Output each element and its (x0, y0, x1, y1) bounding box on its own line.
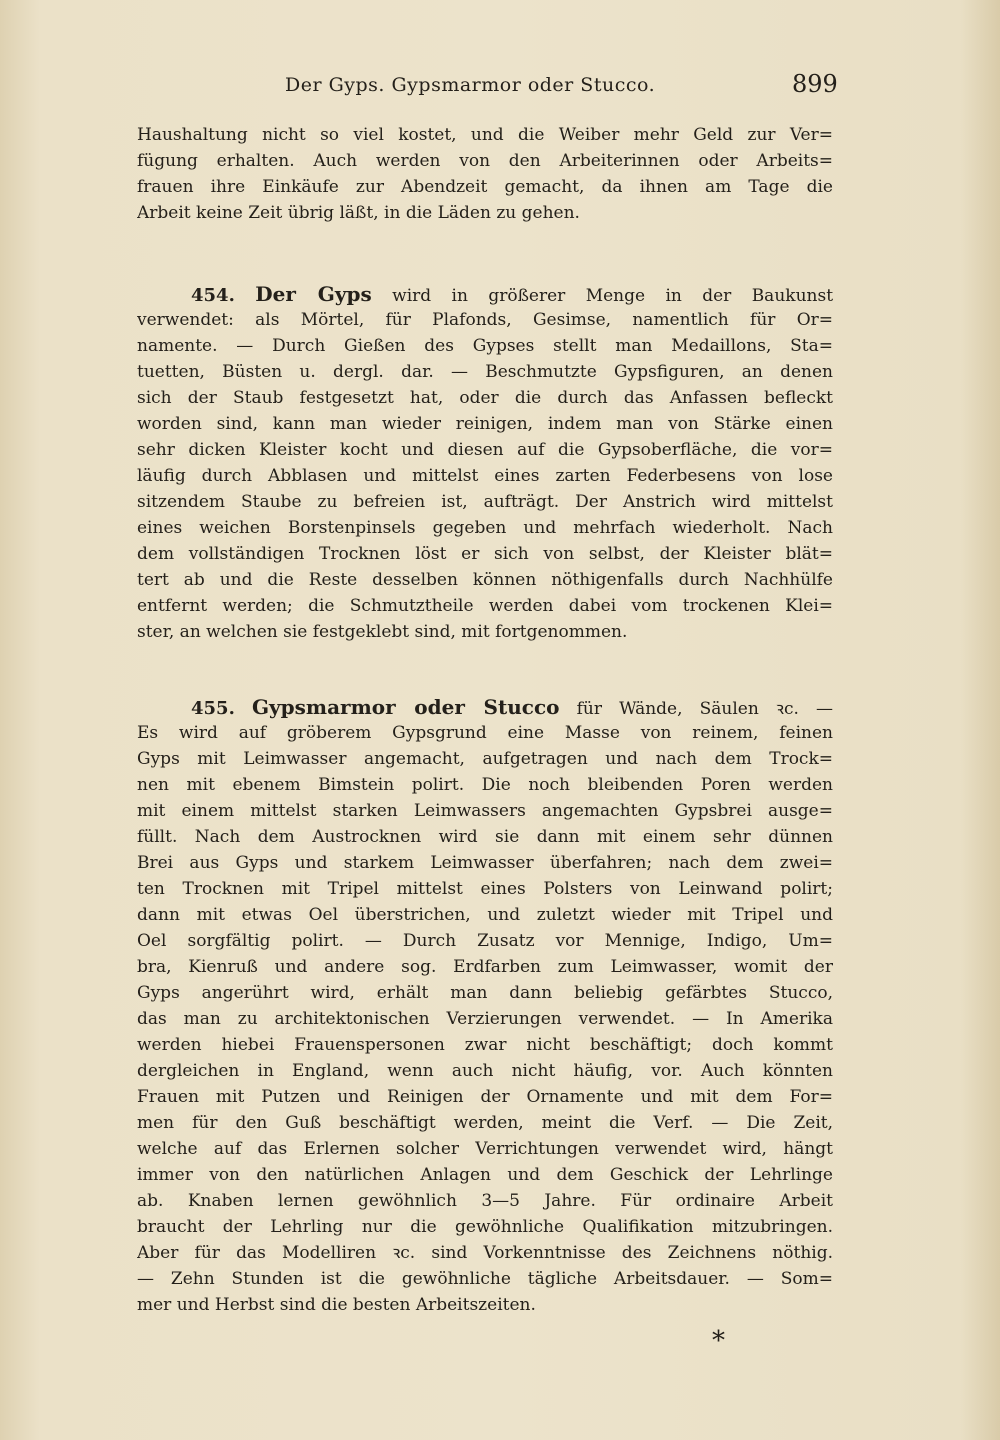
text-line: ab. Knaben lernen gewöhnlich 3—5 Jahre. Für ordinaire Arbeit (137, 1191, 833, 1211)
text-line: dem vollständigen Trocknen löst er sich von selbst, der Kleister blät= (137, 544, 833, 564)
text-fragment: für Wände, Säulen ꝛc. — (576, 699, 833, 719)
text-line: läufig durch Abblasen und mittelst eines zarten Federbesens von lose (137, 466, 833, 486)
text-line: das man zu architektonischen Verzierungen verwendet. — In Amerika (137, 1009, 833, 1029)
text-line: eines weichen Borstenpinsels gegeben und mehrfach wiederholt. Nach (137, 518, 833, 538)
text-line: worden sind, kann man wieder reinigen, indem man von Stärke einen (137, 414, 833, 434)
text-line: dann mit etwas Oel überstrichen, und zuletzt wieder mit Tripel und (137, 905, 833, 925)
text-line: frauen ihre Einkäufe zur Abendzeit gemacht, da ihnen am Tage die (137, 177, 833, 197)
text-line: welche auf das Erlernen solcher Verrichtungen verwendet wird, hängt (137, 1139, 833, 1159)
text-line: mit einem mittelst starken Leimwassers angemachten Gypsbrei ausge= (137, 801, 833, 821)
text-line: sehr dicken Kleister kocht und diesen auf die Gypsoberfläche, die vor= (137, 440, 833, 460)
text-line: namente. — Durch Gießen des Gypses stellt man Medaillons, Sta= (137, 336, 833, 356)
end-asterisk: * (712, 1326, 725, 1356)
text-line: Gyps angerührt wird, erhält man dann beliebig gefärbtes Stucco, (137, 983, 833, 1003)
text-line: bra, Kienruß und andere sog. Erdfarben zum Leimwasser, womit der (137, 957, 833, 977)
text-line: sitzendem Staube zu befreien ist, aufträgt. Der Anstrich wird mittelst (137, 492, 833, 512)
text-line: tert ab und die Reste desselben können nöthigenfalls durch Nachhülfe (137, 570, 833, 590)
running-head: Der Gyps. Gypsmarmor oder Stucco. (285, 74, 656, 96)
text-line: men für den Guß beschäftigt werden, meint die Verf. — Die Zeit, (137, 1113, 833, 1133)
text-line: fügung erhalten. Auch werden von den Arbeiterinnen oder Arbeits= (137, 151, 833, 171)
text-line: Frauen mit Putzen und Reinigen der Ornamente und mit dem For= (137, 1087, 833, 1107)
section-454 (137, 281, 833, 645)
text-line: Arbeit keine Zeit übrig läßt, in die Läden zu gehen. (137, 203, 580, 223)
text-line: sich der Staub festgesetzt hat, oder die durch das Anfassen befleckt (137, 388, 833, 408)
text-line: Gyps mit Leimwasser angemacht, aufgetragen und nach dem Trock= (137, 749, 833, 769)
text-line: Es wird auf gröberem Gypsgrund eine Masse von reinem, feinen (137, 723, 833, 743)
section-number: 454. (191, 285, 235, 306)
text-line: dergleichen in England, wenn auch nicht häufig, vor. Auch könnten (137, 1061, 833, 1081)
text-line: ten Trocknen mit Tripel mittelst eines Polsters von Leinwand polirt; (137, 879, 833, 899)
text-line: füllt. Nach dem Austrocknen wird sie dann mit einem sehr dünnen (137, 827, 833, 847)
text-line: Brei aus Gyps und starkem Leimwasser überfahren; nach dem zwei= (137, 853, 833, 873)
text-line: mer und Herbst sind die besten Arbeitszeiten. (137, 1295, 536, 1315)
text-line: werden hiebei Frauenspersonen zwar nicht beschäftigt; doch kommt (137, 1035, 833, 1055)
text-line: — Zehn Stunden ist die gewöhnliche tägliche Arbeitsdauer. — Som= (137, 1269, 833, 1289)
text-line: ster, an welchen sie festgeklebt sind, mit fortgenommen. (137, 622, 628, 642)
page-number: 899 (792, 70, 838, 98)
text-line: tuetten, Büsten u. dergl. dar. — Beschmutzte Gypsfiguren, an denen (137, 362, 833, 382)
text-line: nen mit ebenem Bimstein polirt. Die noch bleibenden Poren werden (137, 775, 833, 795)
text-line: Haushaltung nicht so viel kostet, und die Weiber mehr Geld zur Ver= (137, 125, 833, 145)
text-line: Oel sorgfältig polirt. — Durch Zusatz vor Mennige, Indigo, Um= (137, 931, 833, 951)
text-line: verwendet: als Mörtel, für Plafonds, Gesimse, namentlich für Or= (137, 310, 833, 330)
text-line: Aber für das Modelliren ꝛc. sind Vorkenntnisse des Zeichnens nöthig. (137, 1243, 833, 1263)
section-first-line (137, 694, 833, 720)
text-line: braucht der Lehrling nur die gewöhnliche Qualifikation mitzubringen. (137, 1217, 833, 1237)
section-heading: Gypsmarmor oder Stucco (251, 695, 560, 719)
section-number: 455. (191, 698, 235, 719)
paragraph-continuation (137, 122, 833, 226)
section-first-line (137, 281, 833, 307)
text-fragment: wird in größerer Menge in der Baukunst (392, 286, 833, 306)
text-line: immer von den natürlichen Anlagen und dem Geschick der Lehrlinge (137, 1165, 833, 1185)
section-455 (137, 694, 833, 1318)
section-heading: Der Gyps (255, 282, 372, 306)
text-line: entfernt werden; die Schmutztheile werden dabei vom trockenen Klei= (137, 596, 833, 616)
